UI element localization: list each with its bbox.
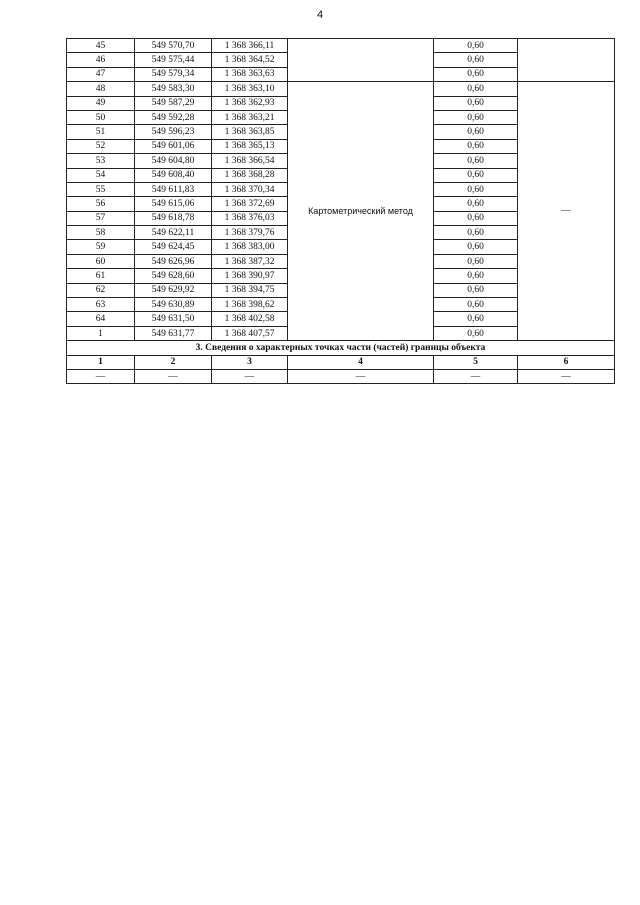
section-title-row — [67, 341, 615, 355]
value-cell: — — [434, 369, 518, 383]
y-coordinate-cell: 1 368 366,54 — [212, 154, 288, 168]
value-cell: — — [288, 369, 434, 383]
y-coordinate-cell: 1 368 383,00 — [212, 240, 288, 254]
precision-cell: 0,60 — [434, 226, 518, 240]
y-coordinate-cell: 1 368 370,34 — [212, 182, 288, 196]
point-number-cell: 64 — [67, 312, 135, 326]
precision-cell: 0,60 — [434, 53, 518, 67]
y-coordinate-cell: 1 368 394,75 — [212, 283, 288, 297]
column-header: 4 — [288, 355, 434, 369]
point-number-cell: 50 — [67, 110, 135, 124]
y-coordinate-cell: 1 368 363,63 — [212, 67, 288, 81]
section-3-title: 3. Сведения о характерных точках части (частей) границы объекта — [67, 341, 615, 355]
precision-cell: 0,60 — [434, 326, 518, 340]
point-number-cell: 59 — [67, 240, 135, 254]
x-coordinate-cell: 549 596,23 — [135, 125, 212, 139]
point-number-cell: 48 — [67, 82, 135, 96]
x-coordinate-cell: 549 579,34 — [135, 67, 212, 81]
column-header: 1 — [67, 355, 135, 369]
x-coordinate-cell: 549 604,80 — [135, 154, 212, 168]
x-coordinate-cell: 549 601,06 — [135, 139, 212, 153]
precision-cell: 0,60 — [434, 298, 518, 312]
x-coordinate-cell: 549 618,78 — [135, 211, 212, 225]
precision-cell: 0,60 — [434, 197, 518, 211]
y-coordinate-cell: 1 368 363,21 — [212, 110, 288, 124]
x-coordinate-cell: 549 570,70 — [135, 39, 212, 53]
precision-cell: 0,60 — [434, 182, 518, 196]
precision-cell: 0,60 — [434, 283, 518, 297]
y-coordinate-cell: 1 368 363,85 — [212, 125, 288, 139]
description-cell: — — [518, 82, 615, 341]
point-number-cell: 55 — [67, 182, 135, 196]
value-cell: — — [135, 369, 212, 383]
x-coordinate-cell: 549 592,28 — [135, 110, 212, 124]
point-number-cell: 51 — [67, 125, 135, 139]
y-coordinate-cell: 1 368 407,57 — [212, 326, 288, 340]
table-row — [67, 369, 615, 383]
precision-cell: 0,60 — [434, 269, 518, 283]
y-coordinate-cell: 1 368 387,32 — [212, 254, 288, 268]
x-coordinate-cell: 549 628,60 — [135, 269, 212, 283]
column-header: 5 — [434, 355, 518, 369]
point-number-cell: 61 — [67, 269, 135, 283]
precision-cell: 0,60 — [434, 110, 518, 124]
y-coordinate-cell: 1 368 366,11 — [212, 39, 288, 53]
y-coordinate-cell: 1 368 365,13 — [212, 139, 288, 153]
x-coordinate-cell: 549 626,96 — [135, 254, 212, 268]
precision-cell: 0,60 — [434, 67, 518, 81]
y-coordinate-cell: 1 368 390,97 — [212, 269, 288, 283]
value-cell: — — [212, 369, 288, 383]
precision-cell: 0,60 — [434, 125, 518, 139]
y-coordinate-cell: 1 368 368,28 — [212, 168, 288, 182]
precision-cell: 0,60 — [434, 96, 518, 110]
precision-cell: 0,60 — [434, 211, 518, 225]
precision-cell: 0,60 — [434, 254, 518, 268]
x-coordinate-cell: 549 622,11 — [135, 226, 212, 240]
x-coordinate-cell: 549 629,92 — [135, 283, 212, 297]
y-coordinate-cell: 1 368 379,76 — [212, 226, 288, 240]
y-coordinate-cell: 1 368 398,62 — [212, 298, 288, 312]
point-number-cell: 53 — [67, 154, 135, 168]
point-number-cell: 58 — [67, 226, 135, 240]
precision-cell: 0,60 — [434, 39, 518, 53]
precision-cell: 0,60 — [434, 154, 518, 168]
point-number-cell: 62 — [67, 283, 135, 297]
x-coordinate-cell: 549 624,45 — [135, 240, 212, 254]
table-row — [67, 39, 615, 53]
point-number-cell: 49 — [67, 96, 135, 110]
table-row — [67, 82, 615, 96]
value-cell: — — [67, 369, 135, 383]
point-number-cell: 54 — [67, 168, 135, 182]
x-coordinate-cell: 549 631,50 — [135, 312, 212, 326]
precision-cell: 0,60 — [434, 312, 518, 326]
column-header: 2 — [135, 355, 212, 369]
x-coordinate-cell: 549 631,77 — [135, 326, 212, 340]
y-coordinate-cell: 1 368 372,69 — [212, 197, 288, 211]
precision-cell: 0,60 — [434, 139, 518, 153]
point-number-cell: 56 — [67, 197, 135, 211]
column-header-row — [67, 355, 615, 369]
point-number-cell: 1 — [67, 326, 135, 340]
x-coordinate-cell: 549 608,40 — [135, 168, 212, 182]
y-coordinate-cell: 1 368 364,52 — [212, 53, 288, 67]
x-coordinate-cell: 549 615,06 — [135, 197, 212, 211]
precision-cell: 0,60 — [434, 240, 518, 254]
description-cell-empty — [518, 39, 615, 82]
point-number-cell: 47 — [67, 67, 135, 81]
x-coordinate-cell: 549 575,44 — [135, 53, 212, 67]
point-number-cell: 57 — [67, 211, 135, 225]
point-number-cell: 60 — [67, 254, 135, 268]
point-number-cell: 45 — [67, 39, 135, 53]
column-header: 3 — [212, 355, 288, 369]
x-coordinate-cell: 549 587,29 — [135, 96, 212, 110]
point-number-cell: 46 — [67, 53, 135, 67]
value-cell: — — [518, 369, 615, 383]
x-coordinate-cell: 549 630,89 — [135, 298, 212, 312]
y-coordinate-cell: 1 368 363,10 — [212, 82, 288, 96]
page-number: 4 — [316, 9, 324, 21]
method-cell-empty — [288, 39, 434, 82]
x-coordinate-cell: 549 583,30 — [135, 82, 212, 96]
point-number-cell: 52 — [67, 139, 135, 153]
precision-cell: 0,60 — [434, 82, 518, 96]
y-coordinate-cell: 1 368 362,93 — [212, 96, 288, 110]
method-cell: Картометрический метод — [288, 82, 434, 341]
column-header: 6 — [518, 355, 615, 369]
point-number-cell: 63 — [67, 298, 135, 312]
coordinates-table — [66, 38, 615, 384]
y-coordinate-cell: 1 368 402,58 — [212, 312, 288, 326]
precision-cell: 0,60 — [434, 168, 518, 182]
y-coordinate-cell: 1 368 376,03 — [212, 211, 288, 225]
x-coordinate-cell: 549 611,83 — [135, 182, 212, 196]
